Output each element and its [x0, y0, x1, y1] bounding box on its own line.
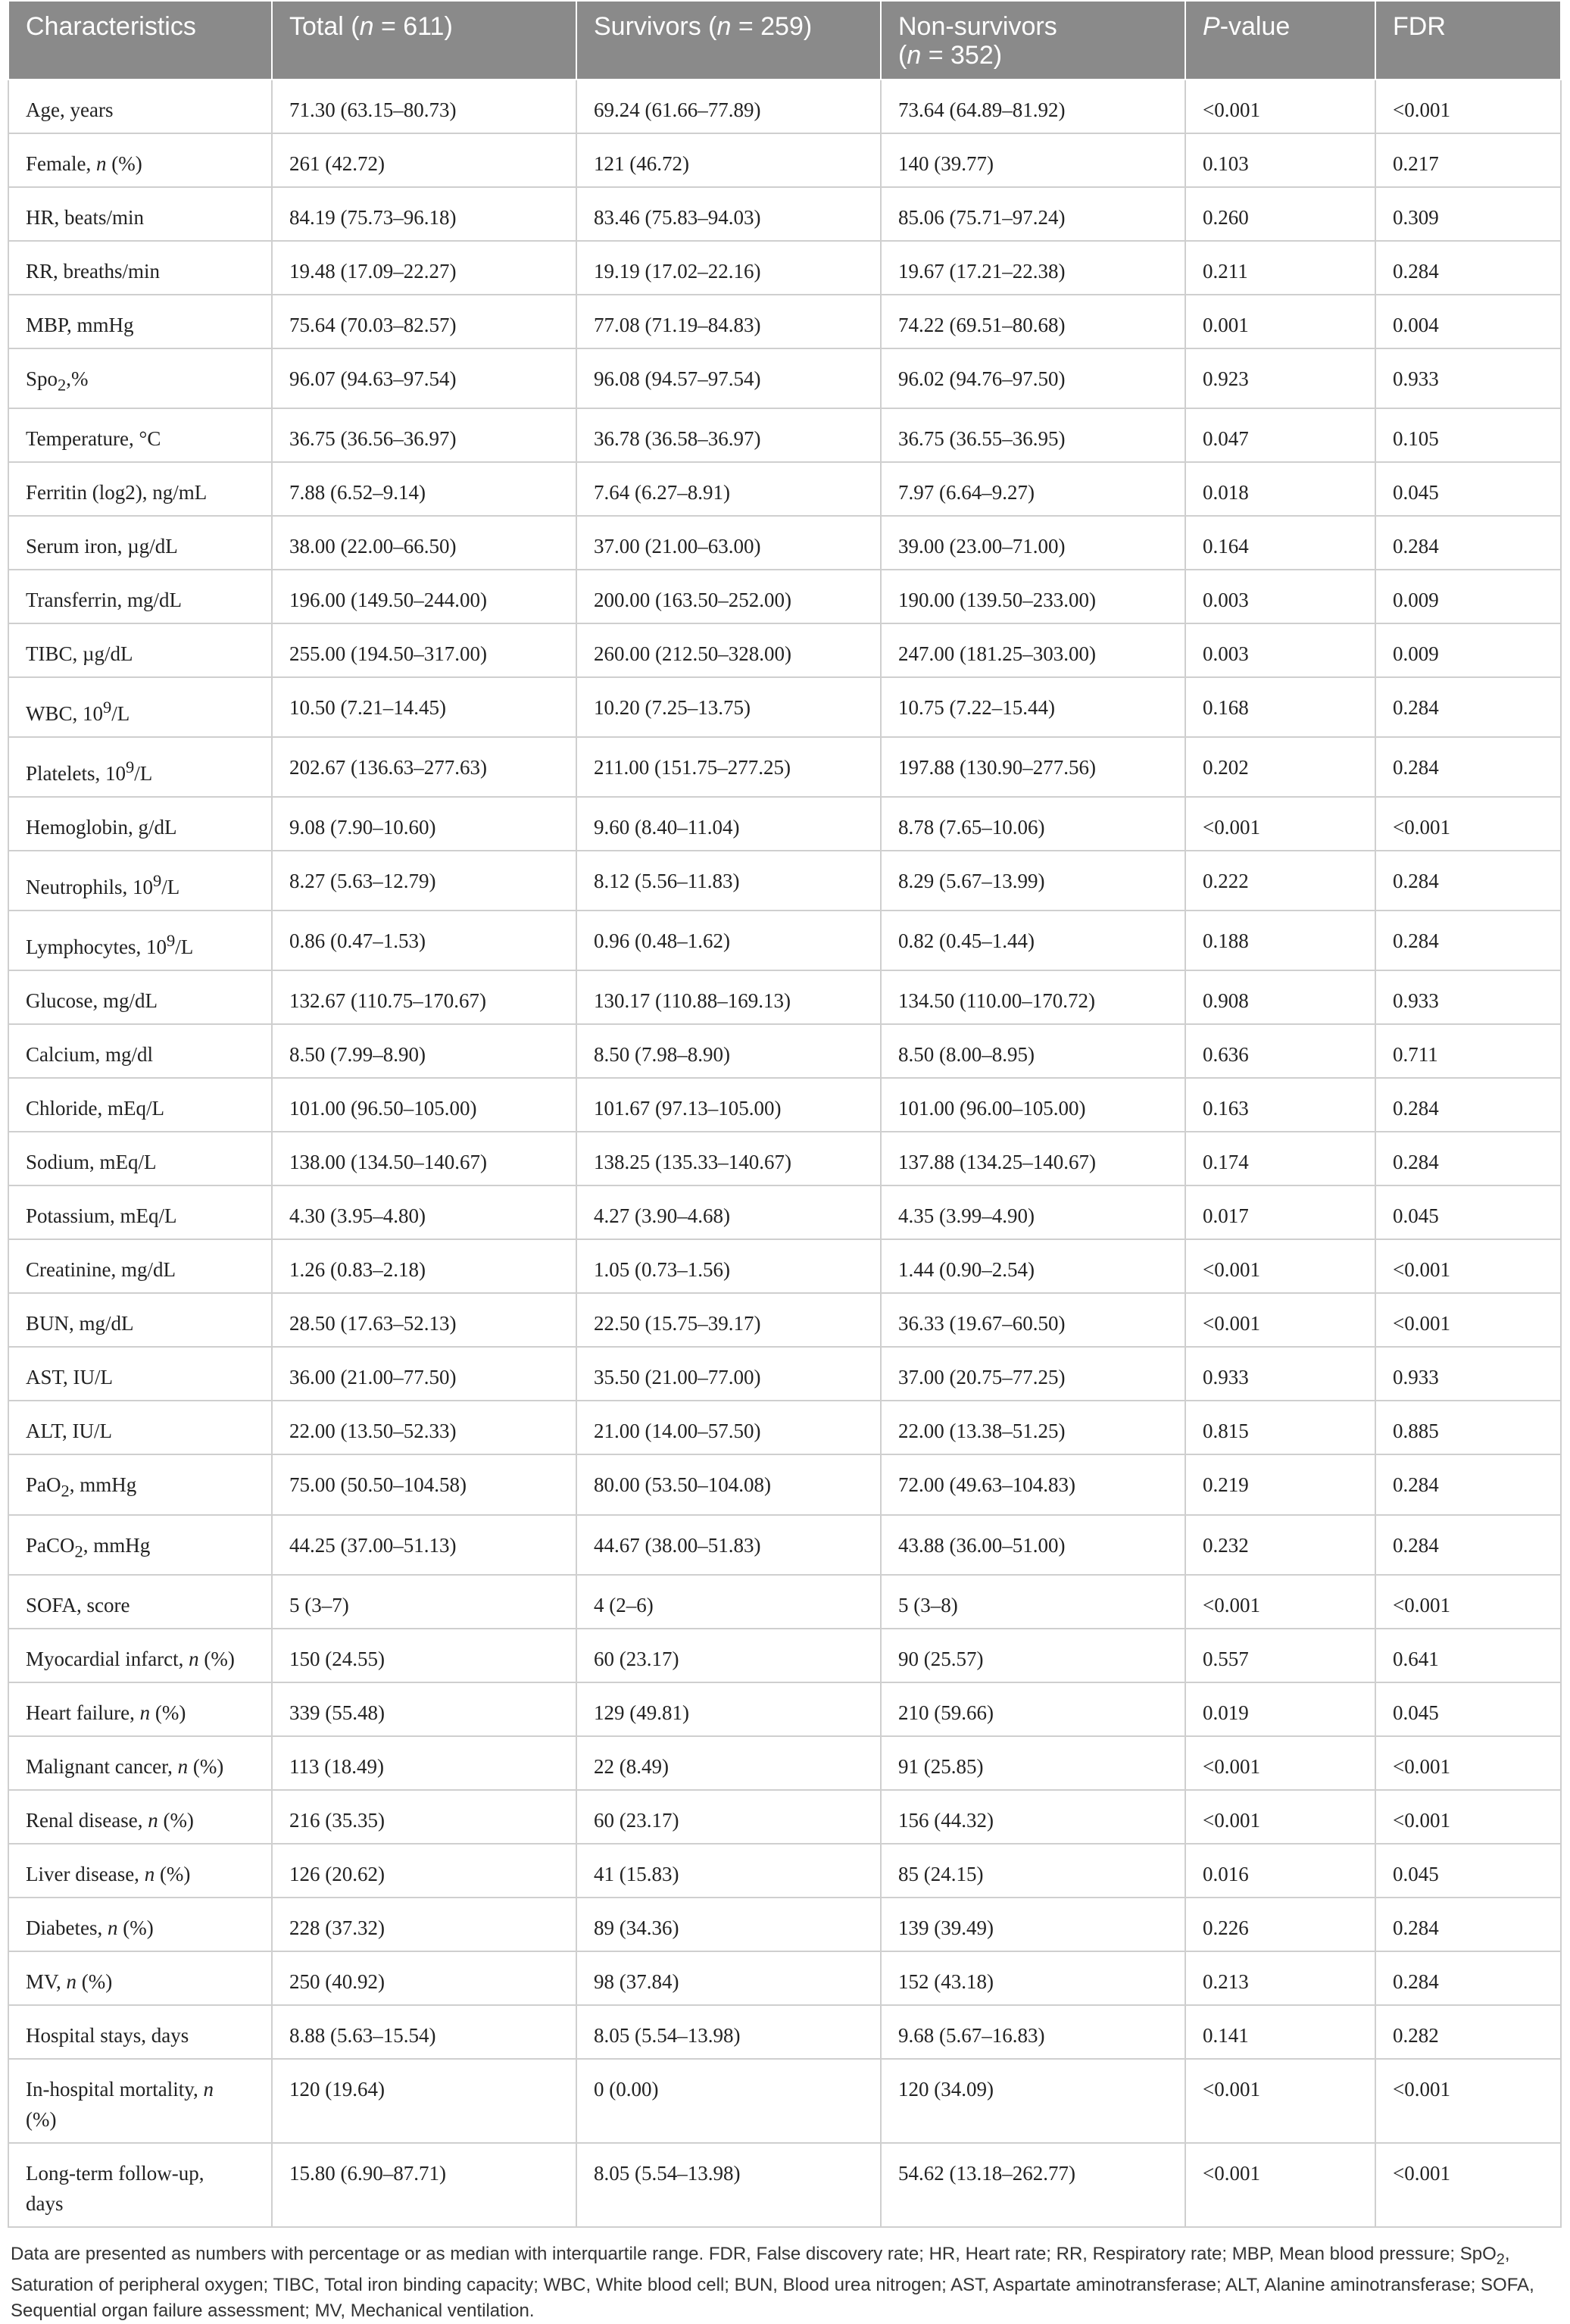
cell-characteristic: ALT, IU/L [8, 1401, 272, 1454]
cell-fdr: 0.045 [1375, 462, 1561, 516]
table-row [8, 348, 1561, 408]
cell-total: 15.80 (6.90–87.71) [272, 2143, 576, 2227]
cell-p-value: 0.174 [1185, 1132, 1375, 1185]
table-container [8, 0, 1560, 2324]
table-row [8, 677, 1561, 737]
cell-survivors: 121 (46.72) [576, 133, 881, 187]
cell-total: 8.88 (5.63–15.54) [272, 2005, 576, 2059]
cell-survivors: 130.17 (110.88–169.13) [576, 970, 881, 1024]
cell-total: 71.30 (63.15–80.73) [272, 80, 576, 133]
cell-p-value: <0.001 [1185, 1239, 1375, 1293]
cell-p-value: 0.017 [1185, 1185, 1375, 1239]
cell-survivors: 22 (8.49) [576, 1736, 881, 1790]
cell-survivors: 200.00 (163.50–252.00) [576, 570, 881, 623]
cell-survivors: 138.25 (135.33–140.67) [576, 1132, 881, 1185]
cell-fdr: 0.105 [1375, 408, 1561, 462]
cell-survivors: 0.96 (0.48–1.62) [576, 911, 881, 970]
cell-p-value: <0.001 [1185, 1736, 1375, 1790]
cell-characteristic: TIBC, µg/dL [8, 623, 272, 677]
cell-fdr: 0.045 [1375, 1682, 1561, 1736]
cell-total: 75.00 (50.50–104.58) [272, 1454, 576, 1514]
cell-non-survivors: 90 (25.57) [881, 1629, 1185, 1682]
cell-p-value: 0.226 [1185, 1898, 1375, 1951]
cell-survivors: 8.50 (7.98–8.90) [576, 1024, 881, 1078]
table-row [8, 1898, 1561, 1951]
cell-survivors: 21.00 (14.00–57.50) [576, 1401, 881, 1454]
cell-total: 1.26 (0.83–2.18) [272, 1239, 576, 1293]
cell-characteristic: Female, n (%) [8, 133, 272, 187]
header-fdr: FDR [1375, 1, 1561, 80]
cell-characteristic: Calcium, mg/dl [8, 1024, 272, 1078]
cell-total: 84.19 (75.73–96.18) [272, 187, 576, 241]
cell-p-value: 0.211 [1185, 241, 1375, 295]
cell-p-value: 0.636 [1185, 1024, 1375, 1078]
cell-characteristic: Creatinine, mg/dL [8, 1239, 272, 1293]
header-row [8, 1, 1561, 80]
cell-fdr: 0.284 [1375, 677, 1561, 737]
cell-characteristic: Glucose, mg/dL [8, 970, 272, 1024]
table-row [8, 911, 1561, 970]
cell-characteristic: HR, beats/min [8, 187, 272, 241]
cell-p-value: <0.001 [1185, 2143, 1375, 2227]
cell-survivors: 1.05 (0.73–1.56) [576, 1239, 881, 1293]
cell-p-value: 0.188 [1185, 911, 1375, 970]
cell-fdr: 0.284 [1375, 1898, 1561, 1951]
table-row [8, 851, 1561, 911]
cell-fdr: 0.284 [1375, 516, 1561, 570]
cell-total: 19.48 (17.09–22.27) [272, 241, 576, 295]
table-row [8, 2143, 1561, 2227]
table-row [8, 1239, 1561, 1293]
cell-fdr: 0.933 [1375, 348, 1561, 408]
cell-total: 202.67 (136.63–277.63) [272, 737, 576, 797]
cell-p-value: 0.164 [1185, 516, 1375, 570]
table-footnote: Data are presented as numbers with percentage or as median with interquartile range. FDR, False discovery rate; HR, Heart rate; RR, Respiratory rate; MBP, Mean blood pressure; SpO$_2$, Saturation of peripheral oxygen; TIBC, Total iron binding capacity; WBC, White blood cell; BUN, Blood urea nitrogen; AST, Aspartate aminotransferase; ALT, Alanine aminotransferase; SOFA, Sequential organ failure assessment; MV, Mechanical ventilation. [11, 2244, 1534, 2321]
cell-p-value: 0.168 [1185, 677, 1375, 737]
cell-characteristic: Heart failure, n (%) [8, 1682, 272, 1736]
cell-survivors: 9.60 (8.40–11.04) [576, 797, 881, 851]
cell-total: 8.27 (5.63–12.79) [272, 851, 576, 911]
cell-non-survivors: 36.75 (36.55–36.95) [881, 408, 1185, 462]
cell-p-value: 0.016 [1185, 1844, 1375, 1898]
table-row [8, 1844, 1561, 1898]
cell-non-survivors: 247.00 (181.25–303.00) [881, 623, 1185, 677]
cell-survivors: 41 (15.83) [576, 1844, 881, 1898]
cell-fdr: <0.001 [1375, 1239, 1561, 1293]
cell-fdr: 0.045 [1375, 1844, 1561, 1898]
cell-non-survivors: 210 (59.66) [881, 1682, 1185, 1736]
cell-total: 250 (40.92) [272, 1951, 576, 2005]
cell-characteristic: Spo$_2$,% [8, 348, 272, 408]
cell-non-survivors: 120 (34.09) [881, 2059, 1185, 2143]
table-row [8, 2005, 1561, 2059]
cell-survivors: 260.00 (212.50–328.00) [576, 623, 881, 677]
cell-fdr: 0.641 [1375, 1629, 1561, 1682]
cell-total: 138.00 (134.50–140.67) [272, 1132, 576, 1185]
cell-total: 75.64 (70.03–82.57) [272, 295, 576, 348]
cell-fdr: 0.004 [1375, 295, 1561, 348]
cell-non-survivors: 19.67 (17.21–22.38) [881, 241, 1185, 295]
cell-fdr: 0.217 [1375, 133, 1561, 187]
cell-non-survivors: 137.88 (134.25–140.67) [881, 1132, 1185, 1185]
characteristics-table [8, 0, 1562, 2228]
table-row [8, 1078, 1561, 1132]
cell-survivors: 8.12 (5.56–11.83) [576, 851, 881, 911]
cell-survivors: 60 (23.17) [576, 1629, 881, 1682]
cell-survivors: 7.64 (6.27–8.91) [576, 462, 881, 516]
cell-characteristic: RR, breaths/min [8, 241, 272, 295]
cell-total: 228 (37.32) [272, 1898, 576, 1951]
cell-total: 0.86 (0.47–1.53) [272, 911, 576, 970]
table-row [8, 797, 1561, 851]
cell-survivors: 19.19 (17.02–22.16) [576, 241, 881, 295]
cell-characteristic: Sodium, mEq/L [8, 1132, 272, 1185]
cell-survivors: 4.27 (3.90–4.68) [576, 1185, 881, 1239]
cell-fdr: 0.284 [1375, 1515, 1561, 1575]
table-row [8, 1736, 1561, 1790]
table-row [8, 1951, 1561, 2005]
cell-characteristic: MV, n (%) [8, 1951, 272, 2005]
cell-non-survivors: 1.44 (0.90–2.54) [881, 1239, 1185, 1293]
cell-survivors: 98 (37.84) [576, 1951, 881, 2005]
cell-p-value: 0.047 [1185, 408, 1375, 462]
table-body [8, 80, 1561, 2227]
cell-non-survivors: 22.00 (13.38–51.25) [881, 1401, 1185, 1454]
cell-non-survivors: 197.88 (130.90–277.56) [881, 737, 1185, 797]
cell-fdr: <0.001 [1375, 797, 1561, 851]
cell-total: 22.00 (13.50–52.33) [272, 1401, 576, 1454]
cell-total: 96.07 (94.63–97.54) [272, 348, 576, 408]
table-row [8, 80, 1561, 133]
cell-fdr: <0.001 [1375, 2143, 1561, 2227]
cell-fdr: 0.933 [1375, 1347, 1561, 1401]
cell-total: 150 (24.55) [272, 1629, 576, 1682]
cell-survivors: 10.20 (7.25–13.75) [576, 677, 881, 737]
cell-total: 4.30 (3.95–4.80) [272, 1185, 576, 1239]
cell-non-survivors: 0.82 (0.45–1.44) [881, 911, 1185, 970]
table-row [8, 1790, 1561, 1844]
cell-p-value: 0.815 [1185, 1401, 1375, 1454]
cell-characteristic: Myocardial infarct, n (%) [8, 1629, 272, 1682]
cell-non-survivors: 152 (43.18) [881, 1951, 1185, 2005]
cell-non-survivors: 43.88 (36.00–51.00) [881, 1515, 1185, 1575]
cell-p-value: 0.923 [1185, 348, 1375, 408]
cell-p-value: 0.213 [1185, 1951, 1375, 2005]
cell-fdr: <0.001 [1375, 80, 1561, 133]
cell-total: 44.25 (37.00–51.13) [272, 1515, 576, 1575]
cell-total: 120 (19.64) [272, 2059, 576, 2143]
cell-fdr: 0.284 [1375, 851, 1561, 911]
cell-fdr: 0.284 [1375, 1132, 1561, 1185]
cell-total: 38.00 (22.00–66.50) [272, 516, 576, 570]
cell-non-survivors: 156 (44.32) [881, 1790, 1185, 1844]
cell-non-survivors: 73.64 (64.89–81.92) [881, 80, 1185, 133]
cell-non-survivors: 91 (25.85) [881, 1736, 1185, 1790]
cell-characteristic: PaCO$_2$, mmHg [8, 1515, 272, 1575]
table-row [8, 462, 1561, 516]
cell-survivors: 83.46 (75.83–94.03) [576, 187, 881, 241]
cell-p-value: 0.003 [1185, 623, 1375, 677]
cell-survivors: 69.24 (61.66–77.89) [576, 80, 881, 133]
cell-fdr: <0.001 [1375, 2059, 1561, 2143]
cell-fdr: <0.001 [1375, 1736, 1561, 1790]
cell-fdr: <0.001 [1375, 1575, 1561, 1629]
cell-survivors: 4 (2–6) [576, 1575, 881, 1629]
table-row [8, 2059, 1561, 2143]
table-row [8, 1515, 1561, 1575]
table-row [8, 1293, 1561, 1347]
cell-characteristic: Liver disease, n (%) [8, 1844, 272, 1898]
cell-total: 132.67 (110.75–170.67) [272, 970, 576, 1024]
cell-characteristic: Hospital stays, days [8, 2005, 272, 2059]
table-row [8, 187, 1561, 241]
header-total: Total (n = 611) [272, 1, 576, 80]
table-row [8, 408, 1561, 462]
cell-total: 28.50 (17.63–52.13) [272, 1293, 576, 1347]
cell-characteristic: BUN, mg/dL [8, 1293, 272, 1347]
table-row [8, 241, 1561, 295]
cell-fdr: 0.284 [1375, 737, 1561, 797]
cell-total: 196.00 (149.50–244.00) [272, 570, 576, 623]
table-row [8, 133, 1561, 187]
header-p-value: P-value [1185, 1, 1375, 80]
cell-non-survivors: 39.00 (23.00–71.00) [881, 516, 1185, 570]
cell-p-value: 0.103 [1185, 133, 1375, 187]
table-row [8, 1401, 1561, 1454]
cell-characteristic: Chloride, mEq/L [8, 1078, 272, 1132]
cell-survivors: 129 (49.81) [576, 1682, 881, 1736]
cell-non-survivors: 101.00 (96.00–105.00) [881, 1078, 1185, 1132]
cell-fdr: 0.284 [1375, 911, 1561, 970]
cell-survivors: 211.00 (151.75–277.25) [576, 737, 881, 797]
cell-p-value: 0.019 [1185, 1682, 1375, 1736]
cell-survivors: 35.50 (21.00–77.00) [576, 1347, 881, 1401]
table-row [8, 570, 1561, 623]
cell-characteristic: Ferritin (log2), ng/mL [8, 462, 272, 516]
cell-fdr: 0.309 [1375, 187, 1561, 241]
cell-survivors: 101.67 (97.13–105.00) [576, 1078, 881, 1132]
cell-total: 113 (18.49) [272, 1736, 576, 1790]
cell-characteristic: Neutrophils, $10^9/L$ [8, 851, 272, 911]
cell-p-value: 0.222 [1185, 851, 1375, 911]
cell-survivors: 37.00 (21.00–63.00) [576, 516, 881, 570]
cell-non-survivors: 140 (39.77) [881, 133, 1185, 187]
cell-fdr: 0.284 [1375, 241, 1561, 295]
cell-non-survivors: 85.06 (75.71–97.24) [881, 187, 1185, 241]
cell-total: 36.75 (36.56–36.97) [272, 408, 576, 462]
cell-survivors: 96.08 (94.57–97.54) [576, 348, 881, 408]
cell-total: 216 (35.35) [272, 1790, 576, 1844]
cell-survivors: 60 (23.17) [576, 1790, 881, 1844]
cell-total: 339 (55.48) [272, 1682, 576, 1736]
cell-characteristic: Malignant cancer, n (%) [8, 1736, 272, 1790]
cell-characteristic: Lymphocytes, $10^9/L$ [8, 911, 272, 970]
cell-non-survivors: 7.97 (6.64–9.27) [881, 462, 1185, 516]
cell-total: 101.00 (96.50–105.00) [272, 1078, 576, 1132]
cell-non-survivors: 8.50 (8.00–8.95) [881, 1024, 1185, 1078]
cell-p-value: <0.001 [1185, 1790, 1375, 1844]
cell-survivors: 8.05 (5.54–13.98) [576, 2143, 881, 2227]
cell-fdr: 0.933 [1375, 970, 1561, 1024]
cell-non-survivors: 8.78 (7.65–10.06) [881, 797, 1185, 851]
cell-characteristic: Temperature, °C [8, 408, 272, 462]
cell-non-survivors: 9.68 (5.67–16.83) [881, 2005, 1185, 2059]
cell-characteristic: WBC, $10^9/L$ [8, 677, 272, 737]
cell-survivors: 80.00 (53.50–104.08) [576, 1454, 881, 1514]
cell-p-value: 0.163 [1185, 1078, 1375, 1132]
table-row [8, 1132, 1561, 1185]
cell-fdr: <0.001 [1375, 1790, 1561, 1844]
cell-p-value: 0.557 [1185, 1629, 1375, 1682]
table-row [8, 1185, 1561, 1239]
cell-characteristic: MBP, mmHg [8, 295, 272, 348]
table-row [8, 295, 1561, 348]
table-header [8, 1, 1561, 80]
cell-p-value: <0.001 [1185, 797, 1375, 851]
table-row [8, 623, 1561, 677]
cell-characteristic: Serum iron, µg/dL [8, 516, 272, 570]
cell-p-value: <0.001 [1185, 1293, 1375, 1347]
cell-p-value: <0.001 [1185, 2059, 1375, 2143]
cell-non-survivors: 139 (39.49) [881, 1898, 1185, 1951]
cell-characteristic: Long-term follow-up, days [8, 2143, 272, 2227]
cell-non-survivors: 134.50 (110.00–170.72) [881, 970, 1185, 1024]
cell-total: 126 (20.62) [272, 1844, 576, 1898]
table-row [8, 1575, 1561, 1629]
header-characteristics: Characteristics [8, 1, 272, 80]
cell-total: 261 (42.72) [272, 133, 576, 187]
cell-total: 7.88 (6.52–9.14) [272, 462, 576, 516]
cell-p-value: 0.232 [1185, 1515, 1375, 1575]
cell-fdr: 0.282 [1375, 2005, 1561, 2059]
cell-p-value: 0.219 [1185, 1454, 1375, 1514]
cell-survivors: 77.08 (71.19–84.83) [576, 295, 881, 348]
table-row [8, 516, 1561, 570]
cell-non-survivors: 8.29 (5.67–13.99) [881, 851, 1185, 911]
cell-non-survivors: 74.22 (69.51–80.68) [881, 295, 1185, 348]
cell-fdr: 0.284 [1375, 1078, 1561, 1132]
cell-non-survivors: 5 (3–8) [881, 1575, 1185, 1629]
cell-p-value: 0.202 [1185, 737, 1375, 797]
cell-p-value: 0.260 [1185, 187, 1375, 241]
cell-total: 8.50 (7.99–8.90) [272, 1024, 576, 1078]
cell-non-survivors: 190.00 (139.50–233.00) [881, 570, 1185, 623]
cell-total: 5 (3–7) [272, 1575, 576, 1629]
cell-characteristic: Hemoglobin, g/dL [8, 797, 272, 851]
cell-non-survivors: 72.00 (49.63–104.83) [881, 1454, 1185, 1514]
table-row [8, 1347, 1561, 1401]
cell-characteristic: Potassium, mEq/L [8, 1185, 272, 1239]
cell-total: 9.08 (7.90–10.60) [272, 797, 576, 851]
cell-characteristic: Transferrin, mg/dL [8, 570, 272, 623]
cell-survivors: 22.50 (15.75–39.17) [576, 1293, 881, 1347]
cell-non-survivors: 96.02 (94.76–97.50) [881, 348, 1185, 408]
cell-p-value: <0.001 [1185, 80, 1375, 133]
table-row [8, 1024, 1561, 1078]
cell-fdr: 0.711 [1375, 1024, 1561, 1078]
cell-survivors: 36.78 (36.58–36.97) [576, 408, 881, 462]
cell-survivors: 8.05 (5.54–13.98) [576, 2005, 881, 2059]
cell-total: 36.00 (21.00–77.50) [272, 1347, 576, 1401]
cell-fdr: 0.885 [1375, 1401, 1561, 1454]
cell-survivors: 0 (0.00) [576, 2059, 881, 2143]
header-survivors: Survivors (n = 259) [576, 1, 881, 80]
cell-non-survivors: 10.75 (7.22–15.44) [881, 677, 1185, 737]
cell-fdr: 0.009 [1375, 570, 1561, 623]
cell-characteristic: AST, IU/L [8, 1347, 272, 1401]
cell-total: 255.00 (194.50–317.00) [272, 623, 576, 677]
cell-non-survivors: 54.62 (13.18–262.77) [881, 2143, 1185, 2227]
cell-characteristic: Platelets, $10^9/L$ [8, 737, 272, 797]
cell-non-survivors: 37.00 (20.75–77.25) [881, 1347, 1185, 1401]
cell-total: 10.50 (7.21–14.45) [272, 677, 576, 737]
cell-p-value: 0.003 [1185, 570, 1375, 623]
table-row [8, 1629, 1561, 1682]
cell-characteristic: In-hospital mortality, n (%) [8, 2059, 272, 2143]
cell-p-value: 0.018 [1185, 462, 1375, 516]
cell-survivors: 44.67 (38.00–51.83) [576, 1515, 881, 1575]
cell-p-value: 0.141 [1185, 2005, 1375, 2059]
cell-p-value: 0.933 [1185, 1347, 1375, 1401]
cell-fdr: <0.001 [1375, 1293, 1561, 1347]
table-row [8, 1454, 1561, 1514]
cell-survivors: 89 (34.36) [576, 1898, 881, 1951]
cell-characteristic: SOFA, score [8, 1575, 272, 1629]
table-row [8, 1682, 1561, 1736]
cell-non-survivors: 4.35 (3.99–4.90) [881, 1185, 1185, 1239]
cell-fdr: 0.284 [1375, 1951, 1561, 2005]
cell-p-value: <0.001 [1185, 1575, 1375, 1629]
table-row [8, 970, 1561, 1024]
cell-characteristic: Age, years [8, 80, 272, 133]
cell-fdr: 0.009 [1375, 623, 1561, 677]
cell-non-survivors: 36.33 (19.67–60.50) [881, 1293, 1185, 1347]
cell-fdr: 0.284 [1375, 1454, 1561, 1514]
cell-p-value: 0.908 [1185, 970, 1375, 1024]
cell-characteristic: Diabetes, n (%) [8, 1898, 272, 1951]
cell-p-value: 0.001 [1185, 295, 1375, 348]
header-non-survivors: Non-survivors (n = 352) [881, 1, 1185, 80]
cell-non-survivors: 85 (24.15) [881, 1844, 1185, 1898]
cell-characteristic: PaO$_2$, mmHg [8, 1454, 272, 1514]
cell-characteristic: Renal disease, n (%) [8, 1790, 272, 1844]
cell-fdr: 0.045 [1375, 1185, 1561, 1239]
table-row [8, 737, 1561, 797]
